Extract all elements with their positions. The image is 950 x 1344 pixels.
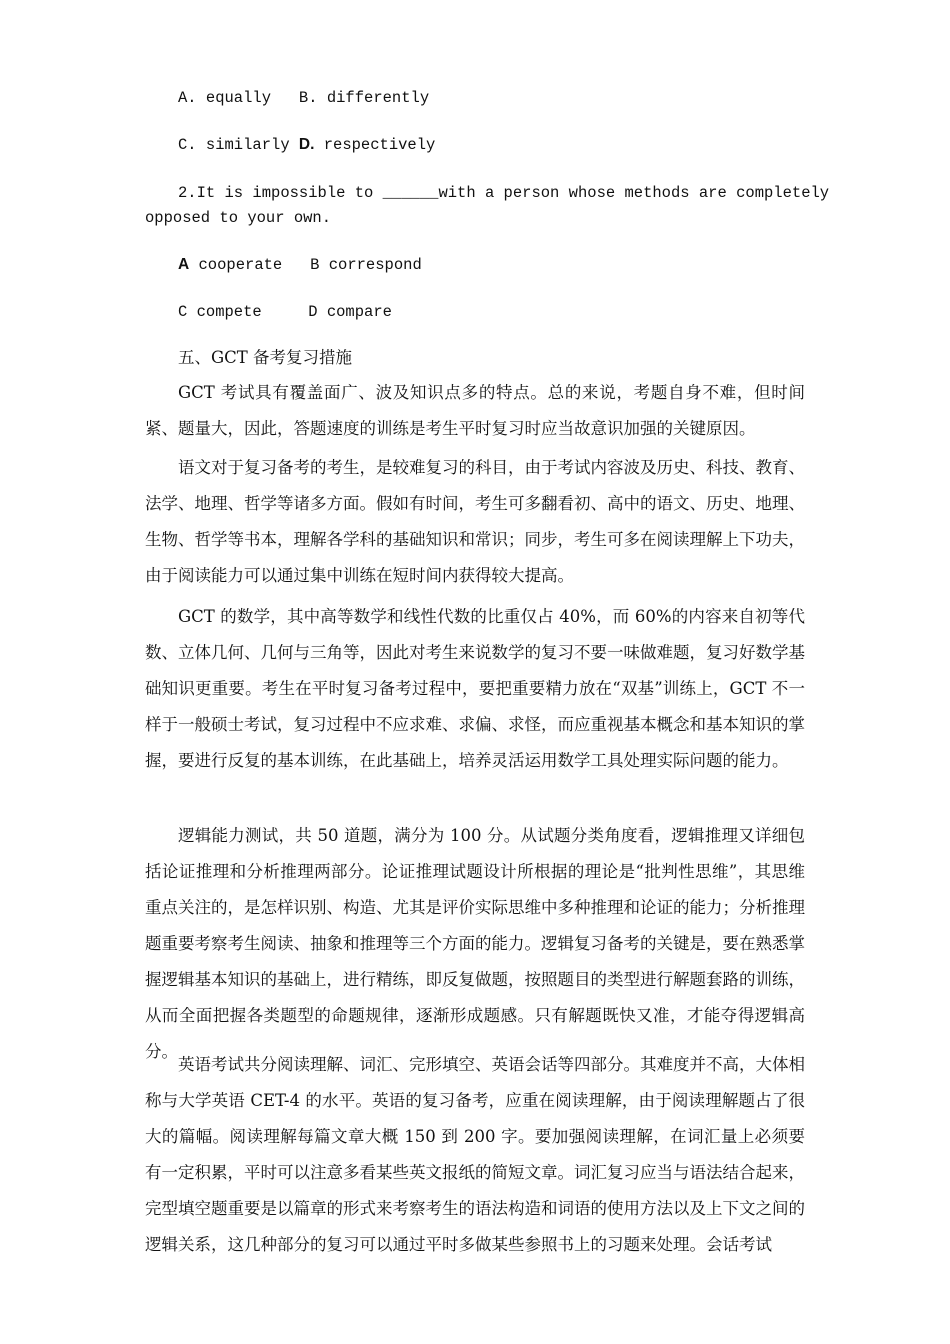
paragraph-logic: 逻辑能力测试，共 50 道题，满分为 100 分。从试题分类角度看，逻辑推理又详细包括论证推理和分析推理两部分。论证推理试题设计所根据的理论是“批判性思维”，其思维重点关注的，是怎样识别、构造、尤其是评价实际思维中多种推理和论证的能力；分析推理题重要考察考生阅读、抽象和推理等三个方面的能力。逻辑复习备考的关键是，要在熟悉掌握逻辑基本知识的基础上，进行精练，即反复做题，按照题目的类型进行解题套路的训练，从而全面把握各类题型的命题规律，逐渐形成题感。只有解题既快又准，才能夺得逻辑高分。: [145, 826, 805, 1061]
q2-question-line1: 2.It is impossible to ______with a person whose methods are completely: [178, 184, 830, 202]
q2-option-a-b: cooperate B correspond: [189, 256, 422, 274]
q2-answer-marker: A: [178, 256, 190, 273]
q1-options-line1: A. equally B. differently: [178, 89, 430, 107]
paragraph-english: 英语考试共分阅读理解、词汇、完形填空、英语会话等四部分。其难度并不高，大体相称与大学英语 CET-4 的水平。英语的复习备考，应重在阅读理解，由于阅读理解题占了很大的篇幅。阅读理解每篇文章大概 150 到 200 字。要加强阅读理解，在词汇量上必须要有一定积累，平时可以注意多看某些英文报纸的简短文章。词汇复习应当与语法结合起来，完型填空题重要是以篇章的形式来考察考生的语法构造和词语的使用方法以及上下文之间的逻辑关系，这几种部分的复习可以通过平时多做某些参照书上的习题来处理。会话考试: [145, 1055, 805, 1254]
paragraph-chinese: 语文对于复习备考的考生，是较难复习的科目，由于考试内容波及历史、科技、教育、法学、地理、哲学等诸多方面。假如有时间，考生可多翻看初、高中的语文、历史、地理、生物、哲学等书本，理解各学科的基础知识和常识；同步，考生可多在阅读理解上下功夫，由于阅读能力可以通过集中训练在短时间内获得较大提高。: [145, 458, 805, 585]
q1-option-d: respectively: [314, 136, 436, 154]
paragraph-overview: GCT 考试具有覆盖面广、波及知识点多的特点。总的来说，考题自身不难，但时间紧、题量大，因此，答题速度的训练是考生平时复习时应当故意识加强的关键原因。: [145, 383, 805, 438]
q2-question-line2: opposed to your own.: [145, 209, 332, 227]
section-heading: 五、GCT 备考复习措施: [178, 348, 353, 367]
q1-option-c: C. similarly: [178, 136, 299, 154]
q1-options-line2: [178, 133, 435, 157]
paragraph-math: GCT 的数学，其中高等数学和线性代数的比重仅占 40%，而 60%的内容来自初等代数、立体几何、几何与三角等，因此对考生来说数学的复习不要一味做难题，复习好数学基础知识更重要。考生在平时复习备考过程中，要把重要精力放在“双基”训练上，GCT 不一样于一般硕士考试，复习过程中不应求难、求偏、求怪，而应重视基本概念和基本知识的掌握，要进行反复的基本训练，在此基础上，培养灵活运用数学工具处理实际问题的能力。: [145, 607, 805, 770]
q2-options-line2: C compete D compare: [178, 303, 392, 321]
q1-answer-marker: D.: [298, 136, 315, 153]
q2-options-line1: [178, 253, 422, 277]
